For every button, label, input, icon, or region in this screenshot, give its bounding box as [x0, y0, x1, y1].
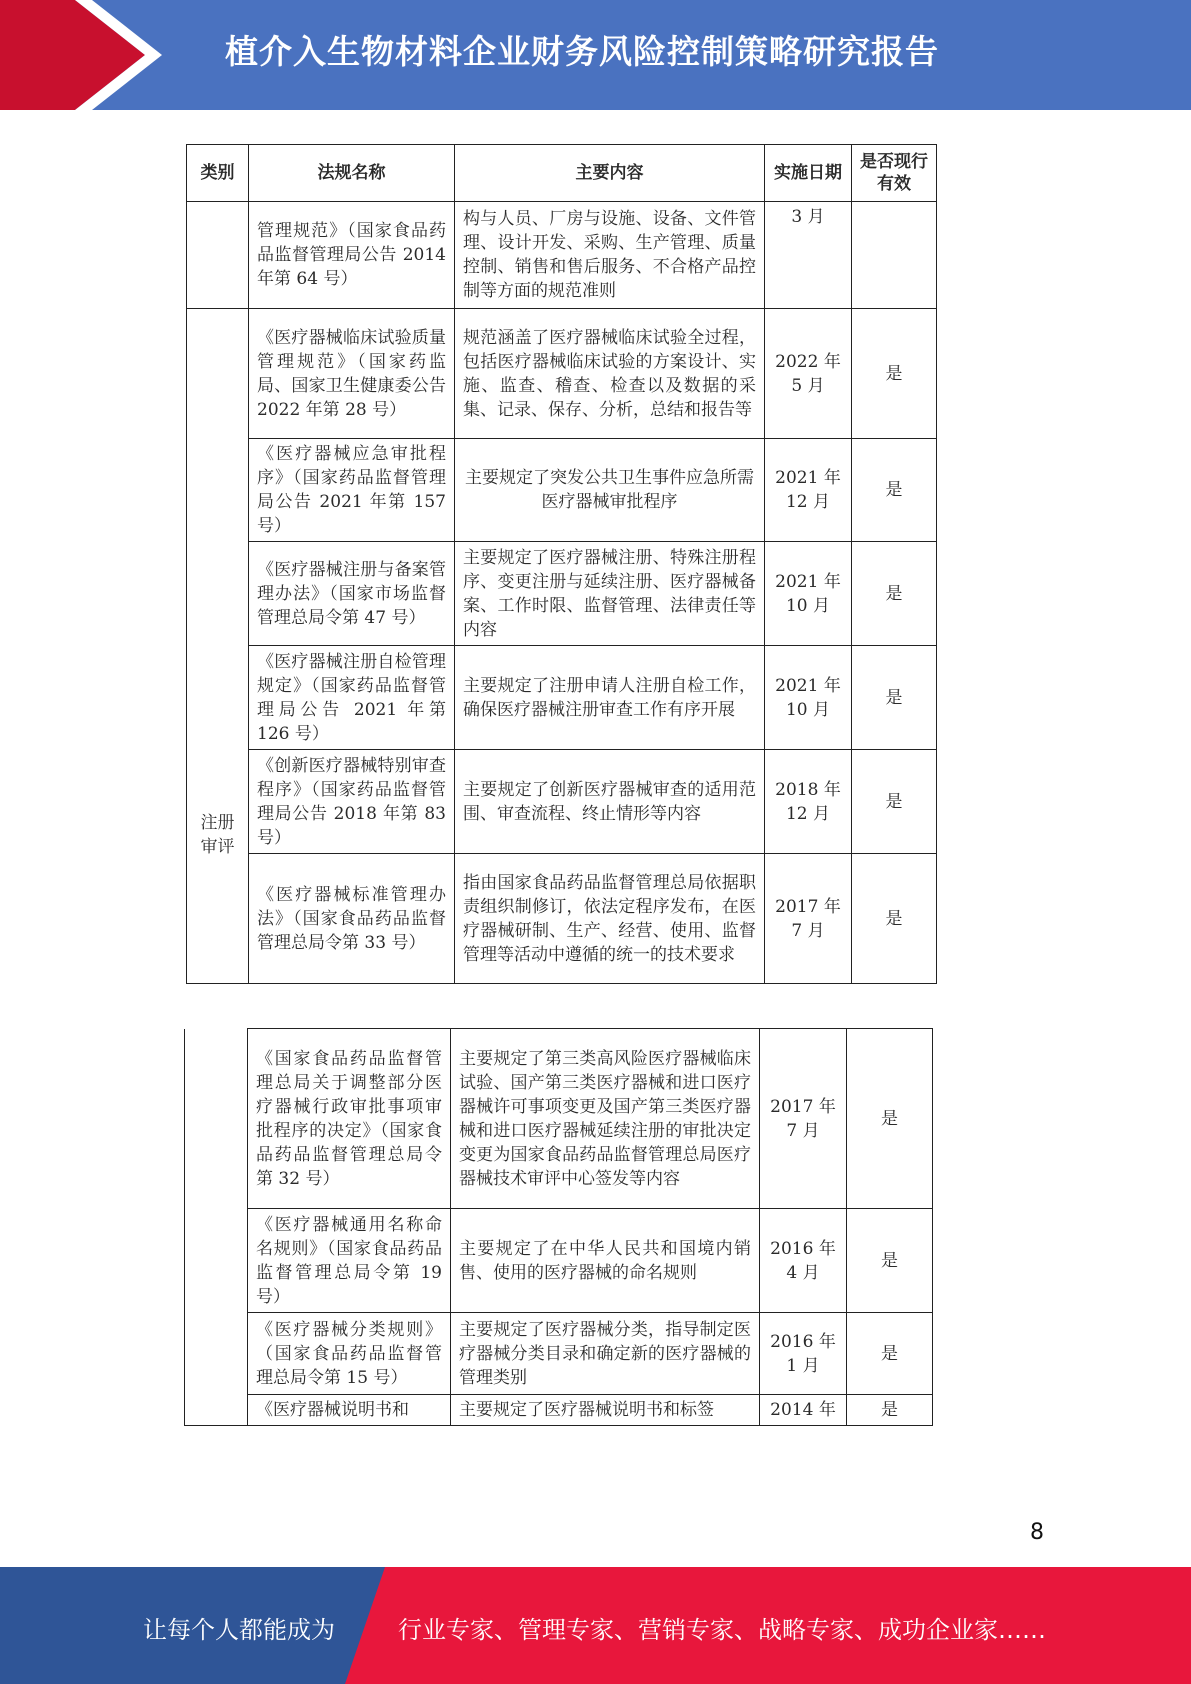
table-header-row: [187, 145, 937, 202]
content-cell: 主要规定了突发公共卫生事件应急所需医疗器械审批程序: [455, 439, 765, 542]
name-cell: 《医疗器械分类规则》（国家食品药品监督管理总局令第 15 号）: [248, 1313, 451, 1395]
table-row: [187, 646, 937, 750]
name-cell: 《医疗器械注册与备案管理办法》（国家市场监督管理总局令第 47 号）: [249, 542, 455, 646]
header-name: 法规名称: [249, 145, 455, 202]
name-cell: 《医疗器械应急审批程序》（国家药品监督管理局公告 2021 年第 157 号）: [249, 439, 455, 542]
content-cell: 构与人员、厂房与设施、设备、文件管理、设计开发、采购、生产管理、质量控制、销售和售后服务、不合格产品控制等方面的规范准则: [455, 202, 765, 309]
name-cell: 《医疗器械标准管理办法》（国家食品药品监督管理总局令第 33 号）: [249, 854, 455, 984]
table-row: [185, 1029, 933, 1209]
page-number: 8: [1030, 1520, 1044, 1545]
date-cell: 3 月: [765, 202, 852, 309]
header-category: 类别: [187, 145, 249, 202]
content-cell: 指由国家食品药品监督管理总局依据职责组织制修订，依法定程序发布，在医疗器械研制、生产、经营、使用、监督管理等活动中遵循的统一的技术要求: [455, 854, 765, 984]
valid-cell: 是: [847, 1209, 933, 1313]
footer-slogan-right: 行业专家、管理专家、营销专家、战略专家、成功企业家……: [398, 1616, 1046, 1644]
content-cell: 主要规定了注册申请人注册自检工作，确保医疗器械注册审查工作有序开展: [455, 646, 765, 750]
table-row: [187, 439, 937, 542]
valid-cell: 是: [852, 750, 937, 854]
table-row: [187, 750, 937, 854]
content-cell: 主要规定了医疗器械说明书和标签: [451, 1395, 760, 1426]
content-cell: 主要规定了在中华人民共和国境内销售、使用的医疗器械的命名规则: [451, 1209, 760, 1313]
date-cell: 2017 年 7 月: [760, 1029, 847, 1209]
table-row: [187, 542, 937, 646]
header-banner: [0, 0, 1191, 110]
footer-banner: [0, 1567, 1191, 1684]
date-cell: 2017 年 7 月: [765, 854, 852, 984]
regulations-table-part2: [184, 1028, 933, 1426]
footer-slogan-left: 让每个人都能成为: [143, 1616, 335, 1644]
valid-cell: 是: [852, 439, 937, 542]
date-cell: 2021 年 10 月: [765, 542, 852, 646]
name-cell: 《医疗器械说明书和: [248, 1395, 451, 1426]
table-row: [187, 854, 937, 984]
valid-cell: 是: [852, 646, 937, 750]
regulations-table-part1: [186, 144, 937, 984]
name-cell: 管理规范》（国家食品药品监督管理局公告 2014 年第 64 号）: [249, 202, 455, 309]
content-cell: 主要规定了医疗器械注册、特殊注册程序、变更注册与延续注册、医疗器械备案、工作时限、监督管理、法律责任等内容: [455, 542, 765, 646]
category-cell: [187, 202, 249, 309]
table-row: [187, 202, 937, 309]
valid-cell: [852, 202, 937, 309]
content-cell: 主要规定了医疗器械分类，指导制定医疗器械分类目录和确定新的医疗器械的管理类别: [451, 1313, 760, 1395]
valid-cell: 是: [847, 1313, 933, 1395]
header-content: 主要内容: [455, 145, 765, 202]
name-cell: 《医疗器械通用名称命名规则》（国家食品药品监督管理总局令第 19 号）: [248, 1209, 451, 1313]
name-cell: 《创新医疗器械特别审查程序》（国家药品监督管理局公告 2018 年第 83 号）: [249, 750, 455, 854]
content-cell: 规范涵盖了医疗器械临床试验全过程，包括医疗器械临床试验的方案设计、实施、监查、稽查、检查以及数据的采集、记录、保存、分析，总结和报告等: [455, 309, 765, 439]
date-cell: 2016 年 4 月: [760, 1209, 847, 1313]
name-cell: 《国家食品药品监督管理总局关于调整部分医疗器械行政审批事项审批程序的决定》（国家食品药品监督管理总局令第 32 号）: [248, 1029, 451, 1209]
valid-cell: 是: [847, 1395, 933, 1426]
header-valid: 是否现行有效: [852, 145, 937, 202]
date-cell: 2016 年 1 月: [760, 1313, 847, 1395]
content-cell: 主要规定了创新医疗器械审查的适用范围、审查流程、终止情形等内容: [455, 750, 765, 854]
name-cell: 《医疗器械注册自检管理规定》（国家药品监督管理局公告 2021 年第 126 号）: [249, 646, 455, 750]
valid-cell: 是: [852, 542, 937, 646]
table-row: [187, 309, 937, 439]
date-cell: 2014 年: [760, 1395, 847, 1426]
date-cell: 2022 年 5 月: [765, 309, 852, 439]
category-cell: 注册审评: [187, 309, 249, 984]
date-cell: 2021 年 12 月: [765, 439, 852, 542]
table-row: [185, 1313, 933, 1395]
table-row: [185, 1209, 933, 1313]
header-date: 实施日期: [765, 145, 852, 202]
name-cell: 《医疗器械临床试验质量管理规范》（国家药监局、国家卫生健康委公告 2022 年第 28 号）: [249, 309, 455, 439]
valid-cell: 是: [852, 854, 937, 984]
valid-cell: 是: [847, 1029, 933, 1209]
category-cell: [185, 1029, 248, 1426]
content-cell: 主要规定了第三类高风险医疗器械临床试验、国产第三类医疗器械和进口医疗器械许可事项变更及国产第三类医疗器械和进口医疗器械延续注册的审批决定变更为国家食品药品监督管理总局医疗器械技术审评中心签发等内容: [451, 1029, 760, 1209]
date-cell: 2018 年 12 月: [765, 750, 852, 854]
table-row: [185, 1395, 933, 1426]
report-title: 植介入生物材料企业财务风险控制策略研究报告: [225, 32, 939, 71]
valid-cell: 是: [852, 309, 937, 439]
date-cell: 2021 年 10 月: [765, 646, 852, 750]
